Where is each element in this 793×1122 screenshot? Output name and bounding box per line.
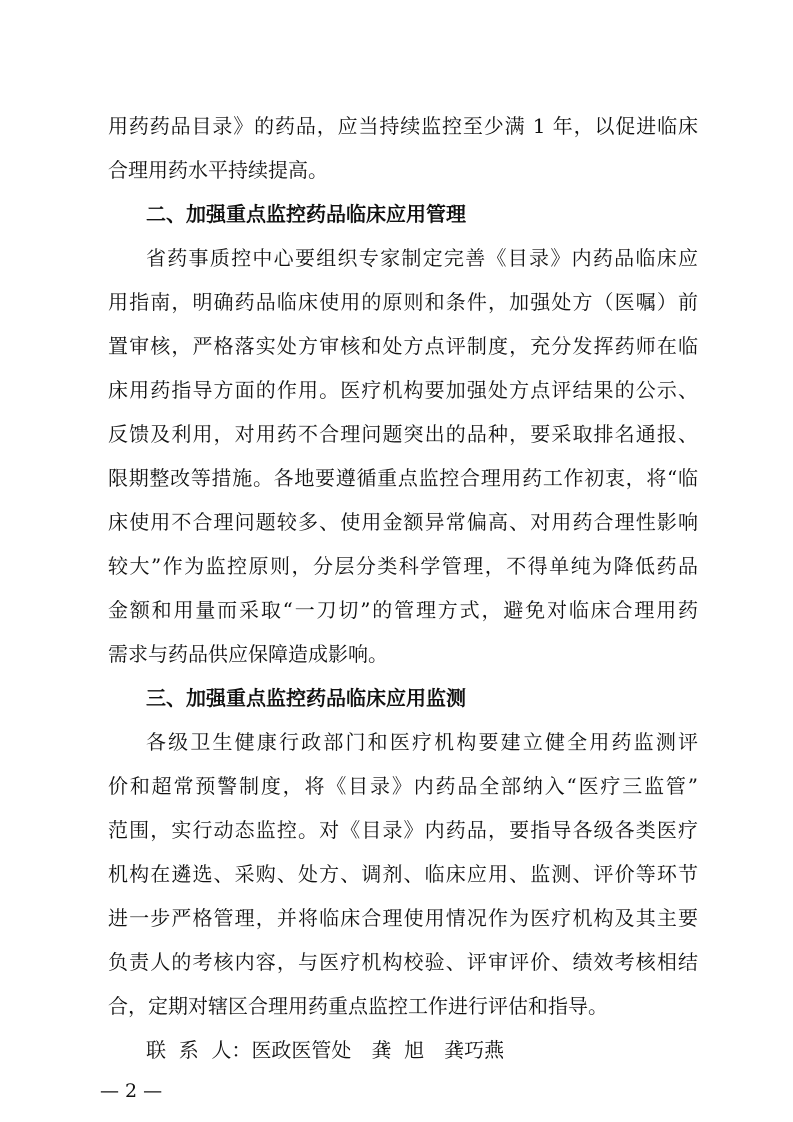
section-2-heading: 二、加强重点监控药品临床应用管理 — [146, 202, 466, 226]
section-2-line: 床用药指导方面的作用。医疗机构要加强处方点评结果的公示、 — [108, 378, 698, 402]
section-2-line: 用指南，明确药品临床使用的原则和条件，加强处方（医嘱）前 — [108, 290, 698, 314]
section-3-line: 负责人的考核内容，与医疗机构校验、评审评价、绩效考核相结 — [108, 950, 698, 974]
section-3-line: 范围，实行动态监控。对《目录》内药品，要指导各级各类医疗 — [108, 818, 698, 842]
contact-department: 医政医管处 — [251, 1038, 352, 1062]
contact-person-2: 龚巧燕 — [444, 1038, 505, 1062]
section-3-line: 机构在遴选、采购、处方、调剂、临床应用、监测、评价等环节 — [108, 862, 698, 886]
intro-line-2: 合理用药水平持续提高。 — [108, 158, 328, 182]
section-2-line: 反馈及利用，对用药不合理问题突出的品种，要采取排名通报、 — [108, 422, 698, 446]
section-2-line: 省药事质控中心要组织专家制定完善《目录》内药品临床应 — [146, 246, 698, 270]
section-3-line: 进一步严格管理，并将临床合理使用情况作为医疗机构及其主要 — [108, 906, 698, 930]
page-number: — 2 — — [100, 1080, 163, 1102]
section-3-heading: 三、加强重点监控药品临床应用监测 — [146, 686, 466, 710]
section-3-line: 各级卫生健康行政部门和医疗机构要建立健全用药监测评 — [146, 730, 698, 754]
contact-person-1: 龚 旭 — [371, 1038, 425, 1062]
section-3-line: 价和超常预警制度，将《目录》内药品全部纳入“医疗三监管” — [108, 774, 698, 798]
section-2-line: 金额和用量而采取“一刀切”的管理方式，避免对临床合理用药 — [108, 598, 698, 622]
section-2-line: 限期整改等措施。各地要遵循重点监控合理用药工作初衷，将“临 — [108, 466, 698, 490]
section-2-line: 较大”作为监控原则，分层分类科学管理，不得单纯为降低药品 — [108, 554, 698, 578]
section-2-line: 床使用不合理问题较多、使用金额异常偏高、对用药合理性影响 — [108, 510, 698, 534]
section-2-line: 置审核，严格落实处方审核和处方点评制度，充分发挥药师在临 — [108, 334, 698, 358]
section-3-line: 合，定期对辖区合理用药重点监控工作进行评估和指导。 — [108, 994, 608, 1018]
contact-line — [146, 1032, 504, 1068]
intro-line-1: 用药药品目录》的药品，应当持续监控至少满 1 年，以促进临床 — [108, 114, 698, 138]
section-2-line: 需求与药品供应保障造成影响。 — [108, 642, 388, 666]
contact-label: 联 系 人： — [146, 1038, 252, 1062]
